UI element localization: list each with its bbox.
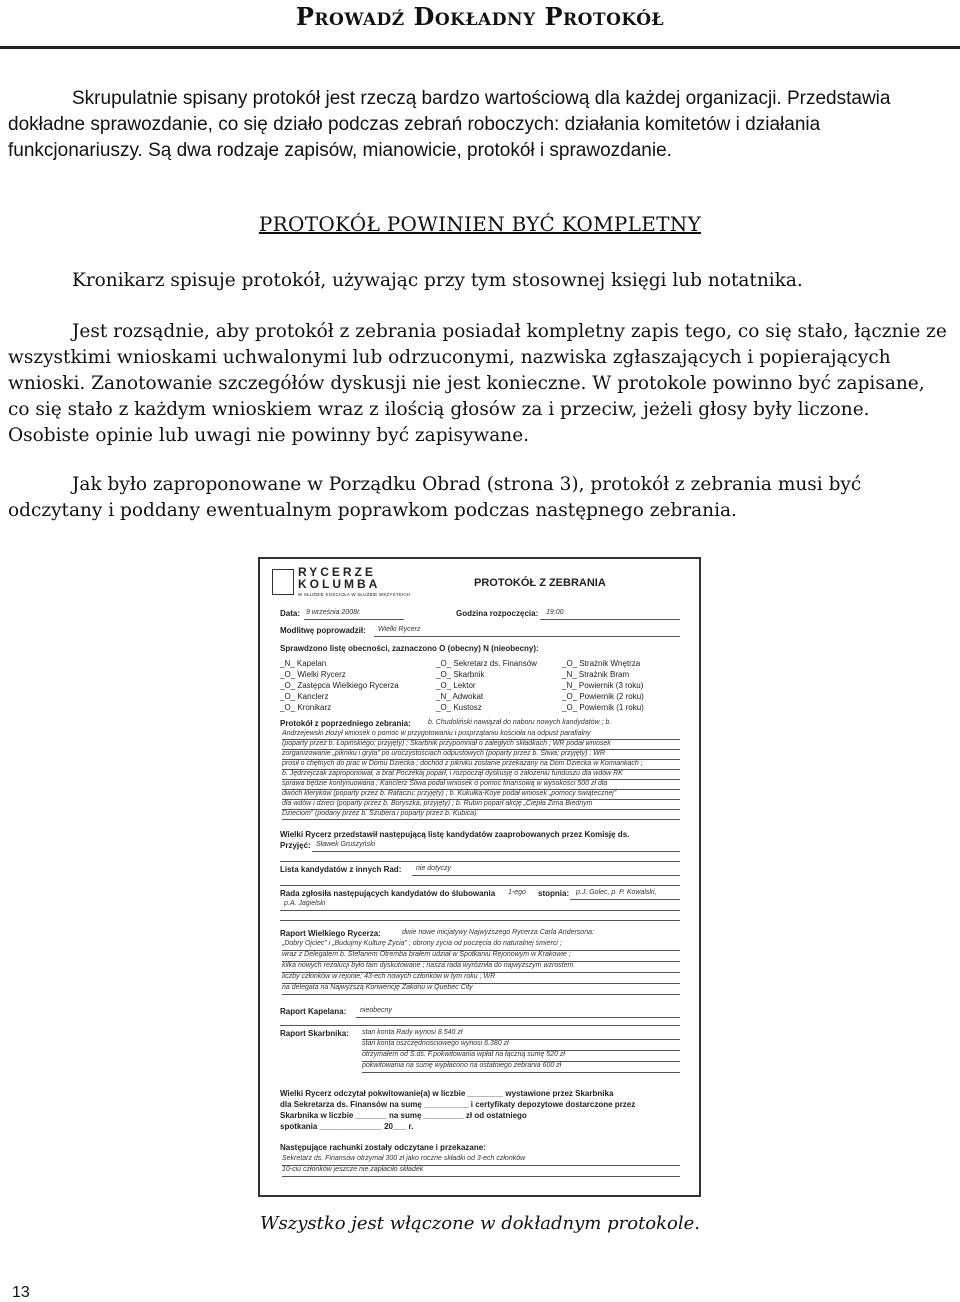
attendance-item: _O_ Strażnik Wnętrza [562, 659, 641, 668]
gk-report-line: liczby członków w rejonie; 43-ech nowych członków w tym roku ; WR [282, 973, 496, 980]
attendance-item: _O_ Powiernik (2 roku) [562, 692, 644, 701]
bills-line: 10-ciu członków jeszcze nie zapłaciło składek [282, 1166, 424, 1173]
section-heading: PROTOKÓŁ POWINIEN BYĆ KOMPLETNY [258, 212, 702, 236]
treasurer-line: stan konta oszczędnościowego wynosi 6.380 zł [362, 1040, 509, 1047]
gk-report-line: „Dobry Ojciec” i „Budujmy Kulturę Życia” ; obrony życia od poczęcia do naturalnej śmierci ; [282, 940, 562, 947]
attendance-item: _O_ Wielki Rycerz [280, 670, 346, 679]
attendance-item: _N_ Powiernik (3 roku) [562, 681, 644, 690]
date-label: Data: [280, 609, 301, 618]
form-title: PROTOKÓŁ Z ZEBRANIA [474, 577, 606, 589]
prayer-value: Wielki Rycerz [378, 626, 421, 633]
form-rule [282, 1176, 680, 1177]
intro-paragraph: Skrupulatnie spisany protokół jest rzeczą bardzo wartościową dla każdej organizacji. Przedstawia dokładne sprawozdanie, co się działo podczas zebrań roboczych: działania komitetów i działania funkcjonariuszy. Są dwa rodzaje zapisów, mianowicie, protokół i sprawozdanie. [8, 88, 891, 161]
attendance-item: _O_ Zastępca Wielkiego Rycerza [280, 681, 399, 690]
gk-report-line: wraz z Delegatem b. Stefanem Otremba brałem udział w Spotkaniu Rejonowym w Krakowie ; [282, 951, 571, 958]
knights-of-columbus-logo [272, 565, 412, 605]
prev-minutes-line: Dzieciom” (podany przez b. Szubera i poparty przez b. Kubica) [282, 810, 477, 817]
attendance-item: _O_ Kustosz [436, 703, 482, 712]
candidates-sub-label: Przyjęć: [280, 841, 311, 850]
vows-value1: p.J. Golec, p. P. Kowalski, [576, 889, 657, 896]
prev-minutes-line: sprawa będzie kontynuowana ; Kanclerz Śliwa podał wniosek o pomoc finansową w wysokości 500 zł dla [282, 780, 608, 787]
logo-line1: RYCERZE [298, 565, 376, 579]
logo-line2: KOLUMBA [298, 577, 381, 591]
page-number: 13 [12, 1284, 30, 1301]
attendance-item: _N_ Adwokat [436, 692, 484, 701]
attendance-item: _O_ Lektor [436, 681, 476, 690]
gk-read-line3: Skarbnika w liczbie _______ na sumę _________ zł od ostatniego [280, 1111, 527, 1120]
other-list-label: Lista kandydatów z innych Rad: [280, 865, 402, 874]
prev-minutes-line: prosił o chętnych do prac w Domu Dziecka ; dochód z pikniku zostanie przekazany na Dom Dziecka w Komiankach ; [282, 760, 643, 767]
gk-read-line1: Wielki Rycerz odczytał pokwitowanie(a) w liczbie ________ wystawione przez Skarbnika [280, 1089, 614, 1098]
attendance-item: _O_ Skarbnik [436, 670, 485, 679]
form-rule [282, 994, 680, 995]
gk-report-label: Raport Wielkiego Rycerza: [280, 929, 381, 938]
vows-degree: 1-ego [508, 889, 526, 896]
other-list-value: nie dotyczy [416, 865, 452, 872]
attendance-item: _N_ Strażnik Bram [562, 670, 630, 679]
bills-label: Następujące rachunki zostały odczytane i przekazane: [280, 1143, 486, 1152]
candidates-value: Sławek Gruszyński [316, 841, 376, 848]
prev-minutes-line: (poparty przez b. Łopińskiego; przyjęty) ; Skarbnik przypomniał o zaległych składkach ; WR podał wniosek [282, 740, 611, 747]
time-label: Godzina rozpoczęcia: [456, 609, 539, 618]
figure-caption: Wszystko jest włączone w dokładnym protokole. [259, 1213, 701, 1234]
prev-minutes-line: dwóch kleryków (poparty przez b. Rafaczu; przyjęty) ; b. Kukułka-Koye podał wniosek „pomocy świątecznej” [282, 790, 617, 797]
treasurer-label: Raport Skarbnika: [280, 1029, 349, 1038]
attendance-item: _O_ Powiernik (1 roku) [562, 703, 644, 712]
vows-label: Rada zgłosiła następujących kandydatów do ślubowania [280, 889, 496, 898]
treasurer-line: pokwitowania na sumę wypłacono na ostatniego zebrania 600 zł [362, 1062, 562, 1069]
gk-read-line4: spotkania ______________ 20___ r. [280, 1122, 414, 1131]
paragraph-kronikarz: Kronikarz spisuje protokół, używając przy tym stosownej księgi lub notatnika. [72, 270, 803, 291]
form-rule [282, 819, 680, 820]
attendance-item: _O_ Kanclerz [280, 692, 329, 701]
prev-minutes-line: dla wdów i dzieci (poparty przez b. Boryszka, przyjęty) ; b. Rubin poparł akcję „Ciepła Zima Biednym [282, 800, 593, 807]
form-rule [362, 1072, 680, 1073]
minutes-form-image [258, 557, 701, 1197]
gk-report-line: kilka nowych rezolucji było tam dyskutowane ; nasza rada wyróżniła do najwyższym wzrostem [282, 962, 574, 969]
gk-report-line: na delegata na Najwyższą Konwencję Zakonu w Quebec City [282, 984, 473, 991]
treasurer-line: otrzymałem od S.ds. F.pokwitowania wpłat na łączną sumę 520 zł [362, 1051, 565, 1058]
candidates-label: Wielki Rycerz przedstawił następującą listę kandydatów zaaprobowanych przez Komisję ds. [280, 830, 630, 839]
date-value: 9 września 2008r. [306, 609, 361, 616]
attendance-item: _O_ Sekretarz ds. Finansów [436, 659, 537, 668]
gk-read-line2: dla Sekretarza ds. Finansów na sumę __________ i certyfikaty depozytowe dostarczone przez [280, 1100, 636, 1109]
paragraph-complete-record: Jest rozsądnie, aby protokół z zebrania posiadał kompletny zapis tego, co się stało, łącznie ze wszystkimi wnioskami uchwalonymi lub odrzuconymi, nazwiska zgłaszających i popierających wnioski. Zanotowanie szczegółów dyskusji nie jest konieczne. W protokole powinno być zapisane, co się stało z każdym wnioskiem wraz z ilością głosów za i przeciw, jeżeli głosy były liczone. Osobiste opinie lub uwagi nie powinny być zapisywane. [8, 321, 947, 446]
vows-degree-label: stopnia: [538, 889, 570, 898]
attendance-item: _N_ Kapelan [280, 659, 327, 668]
time-value: 19:00 [546, 609, 564, 616]
treasurer-line: stan konta Rady wynosi 8.540 zł [362, 1029, 463, 1036]
vows-value2: p.A. Jagielski [284, 900, 326, 907]
bills-line: Sekretarz ds. Finansów otrzymał 300 zł jako roczne składki od 3-ech członków [282, 1155, 526, 1162]
chaplain-value: nieobecny [360, 1007, 392, 1014]
prev-minutes-line: Andrzejewski złożył wniosek o pomoc w przygotowaniu i posprzątaniu kościoła na odpust parafialny [282, 730, 591, 737]
emblem-icon [272, 569, 294, 595]
prev-minutes-line: b. Jędrzejczak zaproponował, a brat Poczekaj poparł, i rozpoczął dyskusję o założeniu funduszu dla wdów RK [282, 770, 623, 777]
prayer-label: Modlitwę poprowadził: [280, 626, 366, 635]
gk-report-line: dwie nowe inicjatywy Najwyższego Rycerza Carla Andersona: [402, 929, 594, 936]
attendance-label: Sprawdzono listę obecności, zaznaczono O (obecny) N (nieobecny): [280, 644, 539, 653]
page-title: Prowadź Dokładny Protokół [295, 2, 665, 31]
prev-minutes-line: b. Chudoliński nawiązał do naboru nowych kandydatów ; b. [428, 719, 612, 726]
logo-subtitle: W SŁUŻBIE KOŚCIOŁA W SŁUŻBIE WSZYSTKICH [298, 592, 411, 597]
attendance-item: _O_ Kronikarz [280, 703, 332, 712]
title-divider [0, 46, 960, 49]
paragraph-reading-minutes: Jak było zaproponowane w Porządku Obrad (strona 3), protokół z zebrania musi być odczytany i poddany ewentualnym poprawkom podczas następnego zebrania. [8, 474, 862, 521]
prev-minutes-line: zorganizowanie „pikniku i gryla” po uroczystościach odpustowych (poparty przez b. Śliwa; przyjęty) ; WR [282, 750, 605, 757]
prev-minutes-label: Protokół z poprzedniego zebrania: [280, 719, 411, 728]
chaplain-label: Raport Kapelana: [280, 1007, 347, 1016]
